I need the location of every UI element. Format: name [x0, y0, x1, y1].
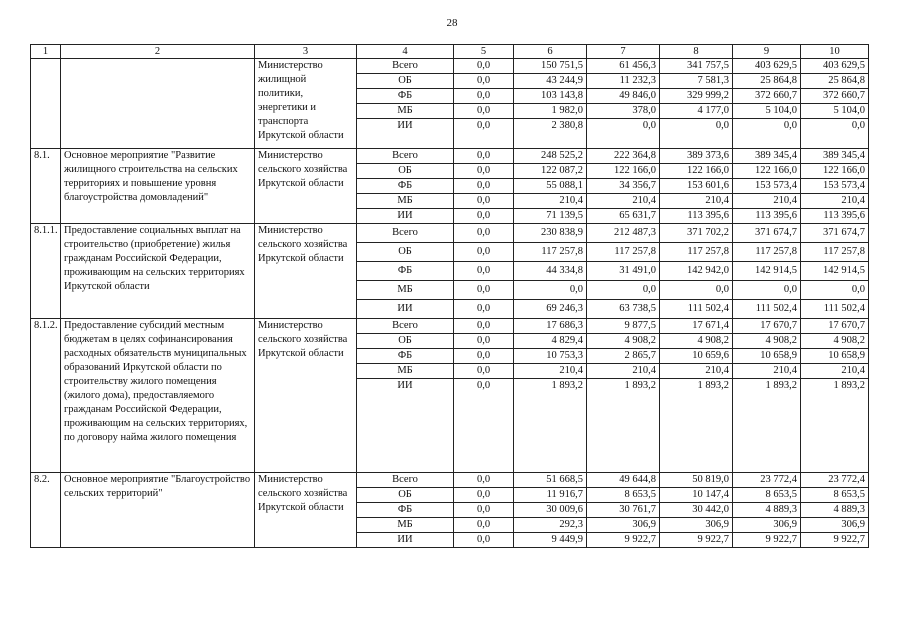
year-value: 17 670,7 — [733, 319, 801, 334]
year-value: 371 702,2 — [660, 224, 733, 243]
year-value: 69 246,3 — [514, 300, 587, 319]
year-value: 17 671,4 — [660, 319, 733, 334]
funding-source: ОБ — [357, 243, 454, 262]
year-value: 10 658,9 — [801, 349, 869, 364]
year-value: 4 889,3 — [801, 503, 869, 518]
year-value: 34 356,7 — [587, 179, 660, 194]
year-value: 230 838,9 — [514, 224, 587, 243]
funding-source: ФБ — [357, 349, 454, 364]
funding-source: Всего — [357, 224, 454, 243]
year-value: 49 644,8 — [587, 473, 660, 488]
funding-source: ФБ — [357, 503, 454, 518]
funding-source: МБ — [357, 364, 454, 379]
year-value: 153 601,6 — [660, 179, 733, 194]
year-value: 25 864,8 — [801, 74, 869, 89]
year-value: 0,0 — [801, 281, 869, 300]
year-value: 0,0 — [454, 533, 514, 548]
budget-table — [30, 44, 869, 548]
year-value: 61 456,3 — [587, 59, 660, 74]
year-value: 142 914,5 — [801, 262, 869, 281]
year-value: 1 893,2 — [733, 379, 801, 473]
year-value: 2 380,8 — [514, 119, 587, 149]
year-value: 212 487,3 — [587, 224, 660, 243]
year-value: 30 442,0 — [660, 503, 733, 518]
year-value: 372 660,7 — [801, 89, 869, 104]
funding-source: ИИ — [357, 379, 454, 473]
year-value: 153 573,4 — [733, 179, 801, 194]
year-value: 306,9 — [660, 518, 733, 533]
year-value: 4 908,2 — [660, 334, 733, 349]
year-value: 210,4 — [514, 364, 587, 379]
year-value: 0,0 — [454, 379, 514, 473]
year-value: 0,0 — [733, 119, 801, 149]
executor: Министерство сельского хозяйства Иркутской области — [255, 149, 357, 224]
year-value: 210,4 — [733, 364, 801, 379]
year-value: 8 653,5 — [733, 488, 801, 503]
year-value: 0,0 — [454, 300, 514, 319]
year-value: 389 345,4 — [801, 149, 869, 164]
year-value: 63 738,5 — [587, 300, 660, 319]
year-value: 0,0 — [454, 334, 514, 349]
year-value: 153 573,4 — [801, 179, 869, 194]
table-row — [31, 319, 869, 334]
year-value: 0,0 — [454, 194, 514, 209]
year-value: 17 686,3 — [514, 319, 587, 334]
year-value: 113 395,6 — [660, 209, 733, 224]
year-value: 4 177,0 — [660, 104, 733, 119]
funding-source: ФБ — [357, 89, 454, 104]
measure-name: Предоставление социальных выплат на строительство (приобретение) жилья гражданам Российской Федерации, проживающим на сельских территориях Иркутской области — [61, 224, 255, 319]
year-value: 111 502,4 — [801, 300, 869, 319]
funding-source: ОБ — [357, 164, 454, 179]
year-value: 389 373,6 — [660, 149, 733, 164]
year-value: 30 761,7 — [587, 503, 660, 518]
funding-source: Всего — [357, 59, 454, 74]
year-value: 0,0 — [454, 149, 514, 164]
year-value: 122 166,0 — [801, 164, 869, 179]
year-value: 210,4 — [733, 194, 801, 209]
funding-source: МБ — [357, 281, 454, 300]
year-value: 1 982,0 — [514, 104, 587, 119]
year-value: 0,0 — [514, 281, 587, 300]
item-index — [31, 59, 61, 149]
year-value: 0,0 — [454, 179, 514, 194]
year-value: 5 104,0 — [733, 104, 801, 119]
column-header: 6 — [514, 45, 587, 59]
year-value: 122 166,0 — [587, 164, 660, 179]
funding-source: ИИ — [357, 119, 454, 149]
funding-source: ФБ — [357, 262, 454, 281]
year-value: 0,0 — [454, 488, 514, 503]
year-value: 371 674,7 — [733, 224, 801, 243]
year-value: 9 922,7 — [660, 533, 733, 548]
year-value: 306,9 — [801, 518, 869, 533]
year-value: 0,0 — [801, 119, 869, 149]
year-value: 117 257,8 — [587, 243, 660, 262]
year-value: 372 660,7 — [733, 89, 801, 104]
year-value: 9 449,9 — [514, 533, 587, 548]
year-value: 5 104,0 — [801, 104, 869, 119]
year-value: 371 674,7 — [801, 224, 869, 243]
year-value: 9 922,7 — [801, 533, 869, 548]
year-value: 0,0 — [454, 281, 514, 300]
year-value: 403 629,5 — [733, 59, 801, 74]
item-index: 8.2. — [31, 473, 61, 548]
executor: Министерство сельского хозяйства Иркутской области — [255, 224, 357, 319]
year-value: 0,0 — [454, 518, 514, 533]
year-value: 9 877,5 — [587, 319, 660, 334]
year-value: 10 147,4 — [660, 488, 733, 503]
table-row — [31, 149, 869, 164]
year-value: 329 999,2 — [660, 89, 733, 104]
column-header: 4 — [357, 45, 454, 59]
year-value: 25 864,8 — [733, 74, 801, 89]
year-value: 55 088,1 — [514, 179, 587, 194]
funding-source: ФБ — [357, 179, 454, 194]
year-value: 10 659,6 — [660, 349, 733, 364]
year-value: 0,0 — [587, 281, 660, 300]
year-value: 111 502,4 — [733, 300, 801, 319]
table-row — [31, 473, 869, 488]
year-value: 7 581,3 — [660, 74, 733, 89]
funding-source: ИИ — [357, 300, 454, 319]
funding-source: ОБ — [357, 488, 454, 503]
column-header: 3 — [255, 45, 357, 59]
year-value: 248 525,2 — [514, 149, 587, 164]
year-value: 31 491,0 — [587, 262, 660, 281]
column-header: 2 — [61, 45, 255, 59]
year-value: 210,4 — [801, 364, 869, 379]
year-value: 0,0 — [660, 281, 733, 300]
year-value: 210,4 — [514, 194, 587, 209]
year-value: 30 009,6 — [514, 503, 587, 518]
year-value: 222 364,8 — [587, 149, 660, 164]
year-value: 122 166,0 — [660, 164, 733, 179]
year-value: 117 257,8 — [801, 243, 869, 262]
year-value: 113 395,6 — [801, 209, 869, 224]
year-value: 0,0 — [454, 209, 514, 224]
year-value: 44 334,8 — [514, 262, 587, 281]
year-value: 1 893,2 — [660, 379, 733, 473]
year-value: 8 653,5 — [801, 488, 869, 503]
year-value: 8 653,5 — [587, 488, 660, 503]
year-value: 10 753,3 — [514, 349, 587, 364]
measure-name: Основное мероприятие "Развитие жилищного строительства на сельских территориях и повышение уровня благоустройства домовладений" — [61, 149, 255, 224]
year-value: 122 166,0 — [733, 164, 801, 179]
table-row — [31, 59, 869, 74]
year-value: 341 757,5 — [660, 59, 733, 74]
year-value: 17 670,7 — [801, 319, 869, 334]
year-value: 0,0 — [454, 164, 514, 179]
year-value: 51 668,5 — [514, 473, 587, 488]
year-value: 403 629,5 — [801, 59, 869, 74]
year-value: 71 139,5 — [514, 209, 587, 224]
executor: Министерство сельского хозяйства Иркутской области — [255, 473, 357, 548]
column-header: 7 — [587, 45, 660, 59]
year-value: 0,0 — [454, 473, 514, 488]
year-value: 122 087,2 — [514, 164, 587, 179]
year-value: 4 908,2 — [801, 334, 869, 349]
year-value: 49 846,0 — [587, 89, 660, 104]
item-index: 8.1. — [31, 149, 61, 224]
funding-source: ИИ — [357, 533, 454, 548]
year-value: 2 865,7 — [587, 349, 660, 364]
funding-source: ИИ — [357, 209, 454, 224]
year-value: 0,0 — [660, 119, 733, 149]
year-value: 103 143,8 — [514, 89, 587, 104]
column-header: 8 — [660, 45, 733, 59]
year-value: 9 922,7 — [733, 533, 801, 548]
year-value: 1 893,2 — [514, 379, 587, 473]
year-value: 0,0 — [454, 119, 514, 149]
funding-source: МБ — [357, 194, 454, 209]
funding-source: Всего — [357, 319, 454, 334]
year-value: 23 772,4 — [733, 473, 801, 488]
year-value: 117 257,8 — [660, 243, 733, 262]
year-value: 142 942,0 — [660, 262, 733, 281]
year-value: 0,0 — [454, 364, 514, 379]
measure-name: Основное мероприятие "Благоустройство сельских территорий" — [61, 473, 255, 548]
year-value: 43 244,9 — [514, 74, 587, 89]
year-value: 11 916,7 — [514, 488, 587, 503]
year-value: 9 922,7 — [587, 533, 660, 548]
year-value: 117 257,8 — [514, 243, 587, 262]
year-value: 23 772,4 — [801, 473, 869, 488]
year-value: 0,0 — [454, 104, 514, 119]
year-value: 142 914,5 — [733, 262, 801, 281]
year-value: 210,4 — [660, 364, 733, 379]
item-index: 8.1.2. — [31, 319, 61, 473]
year-value: 0,0 — [454, 89, 514, 104]
year-value: 1 893,2 — [801, 379, 869, 473]
year-value: 4 889,3 — [733, 503, 801, 518]
year-value: 0,0 — [454, 319, 514, 334]
table-body — [31, 59, 869, 548]
column-header-row — [31, 45, 869, 59]
year-value: 306,9 — [587, 518, 660, 533]
measure-name — [61, 59, 255, 149]
year-value: 111 502,4 — [660, 300, 733, 319]
year-value: 210,4 — [587, 364, 660, 379]
year-value: 113 395,6 — [733, 209, 801, 224]
funding-source: ОБ — [357, 334, 454, 349]
year-value: 0,0 — [454, 349, 514, 364]
funding-source: ОБ — [357, 74, 454, 89]
year-value: 0,0 — [587, 119, 660, 149]
page-number: 28 — [446, 17, 458, 29]
measure-name: Предоставление субсидий местным бюджетам в целях софинансирования расходных обязательств муниципальных образований Иркутской области по строительству жилого помещения (жилого дома), предоставляемого гражданам Российской Федерации, проживающим на сельских территориях, по договору найма жилого помещения — [61, 319, 255, 473]
year-value: 11 232,3 — [587, 74, 660, 89]
year-value: 10 658,9 — [733, 349, 801, 364]
column-header: 9 — [733, 45, 801, 59]
column-header: 5 — [454, 45, 514, 59]
year-value: 0,0 — [454, 74, 514, 89]
year-value: 378,0 — [587, 104, 660, 119]
year-value: 292,3 — [514, 518, 587, 533]
year-value: 4 908,2 — [733, 334, 801, 349]
table-row — [31, 224, 869, 243]
year-value: 4 829,4 — [514, 334, 587, 349]
executor: Министерство сельского хозяйства Иркутской области — [255, 319, 357, 473]
year-value: 0,0 — [454, 224, 514, 243]
year-value: 306,9 — [733, 518, 801, 533]
year-value: 210,4 — [660, 194, 733, 209]
funding-source: МБ — [357, 518, 454, 533]
year-value: 1 893,2 — [587, 379, 660, 473]
year-value: 0,0 — [733, 281, 801, 300]
year-value: 150 751,5 — [514, 59, 587, 74]
column-header: 1 — [31, 45, 61, 59]
funding-source: МБ — [357, 104, 454, 119]
executor: Министерство жилищной политики, энергетики и транспорта Иркутской области — [255, 59, 357, 149]
funding-source: Всего — [357, 473, 454, 488]
year-value: 389 345,4 — [733, 149, 801, 164]
column-header: 10 — [801, 45, 869, 59]
year-value: 50 819,0 — [660, 473, 733, 488]
year-value: 4 908,2 — [587, 334, 660, 349]
year-value: 117 257,8 — [733, 243, 801, 262]
year-value: 0,0 — [454, 503, 514, 518]
year-value: 0,0 — [454, 262, 514, 281]
year-value: 65 631,7 — [587, 209, 660, 224]
year-value: 0,0 — [454, 59, 514, 74]
year-value: 210,4 — [801, 194, 869, 209]
funding-source: Всего — [357, 149, 454, 164]
year-value: 210,4 — [587, 194, 660, 209]
item-index: 8.1.1. — [31, 224, 61, 319]
year-value: 0,0 — [454, 243, 514, 262]
